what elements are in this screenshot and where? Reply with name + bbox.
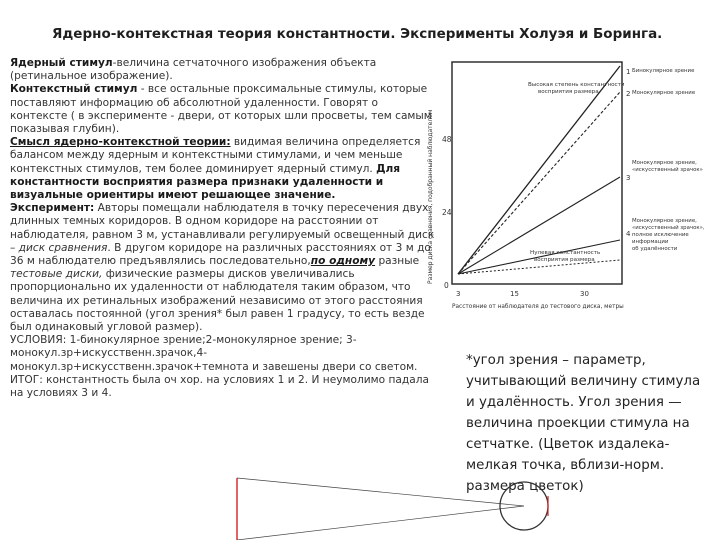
paragraph-theory-meaning [10, 136, 438, 202]
experiment-italic-comparison-disk: диск сравнения [18, 241, 108, 254]
paragraph-conditions: УСЛОВИЯ: 1-бинокулярное зрение;2-монокулярное зрение; 3-монокул.зр+искусственн.зрачок,4-монокул.зр+искусственн.зрачок+темнота и завешены двери со светом. [10, 334, 418, 373]
legend-1: Бинокулярное зрение [632, 68, 695, 74]
footnote-visual-angle: *угол зрения – параметр, учитывающий величину стимула и удалённость. Угол зрения — величина проекции стимула на сетчатке. (Цветок издалека-мелкая точка, вблизи-норм. размера цветок) [466, 353, 701, 494]
x-tick-15: 15 [510, 290, 519, 298]
paragraph-nuclear-stimulus [10, 57, 438, 83]
legend-2: Монокулярное зрение [632, 90, 696, 96]
line-label-1: 1 [626, 68, 631, 76]
line-2-monocular [458, 92, 620, 274]
experiment-one-by-one: по одному [310, 255, 376, 268]
slide-title: Ядерно-контекстная теория константности. Эксперименты Холуэя и Боринга. [52, 26, 663, 42]
y-tick-0: 0 [444, 281, 449, 290]
line-label-4: 4 [626, 230, 631, 238]
term-nuclear-stimulus: Ядерный стимул [10, 57, 113, 69]
term-context-stimulus: Контекстный стимул [10, 83, 138, 96]
visual-angle-diagram [224, 466, 564, 540]
term-experiment: Эксперимент: [10, 202, 95, 215]
experiment-text-c: разные [375, 255, 420, 268]
experiment-text-b: . В другом коридоре на различных расстояниях от 3 м до 36 м наблюдателю предъявлялись последовательно, [10, 241, 431, 268]
ray-top [237, 478, 524, 506]
y-tick-48: 48 [442, 135, 452, 144]
line-label-2: 2 [626, 90, 631, 98]
ray-bottom [237, 506, 524, 540]
constancy-graph [420, 52, 716, 324]
y-axis-label: Размер диска сравнения, подобранный наблюдателем [427, 109, 434, 284]
annotation-high-constancy: Высокая степень константности восприятия размера [528, 82, 625, 95]
main-text-block [10, 57, 438, 400]
y-tick-24: 24 [442, 208, 452, 217]
experiment-italic-test-disks: тестовые диски, [10, 268, 103, 281]
line-label-3: 3 [626, 174, 631, 182]
annotation-zero-constancy: Нулевая константность восприятия размера [530, 250, 601, 263]
definition-theory-meaning: видимая величина определяется балансом между ядерным и контекстными стимулами, и чем меньше контекстных стимулов, тем более доминирует ядерный стимул. [10, 136, 421, 175]
legend-4: Монокулярное зрение, «искусственный зрачок», полное исключение информации об удалённости [632, 218, 705, 252]
definition-nuclear-stimulus: -величина сетчаточного изображения объекта (ретинальное изображение). [10, 57, 377, 83]
legend-3: Монокулярное зрение, «искусственный зрачок» [632, 160, 703, 173]
experiment-text-d: физические размеры дисков увеличивались пропорционально их удаленности от наблюдателя таким образом, что величина их ретинальных изображений независимо от этого расстояния оставалась постоянной (угол зрения* был равен 1 градусу, то есть везде был одинаковый угловой размер). [10, 268, 425, 334]
theory-conclusion: Для константности восприятия размера признаки удаленности и визуальные ориентиры имеют решающее значение. [10, 162, 401, 202]
definition-context-stimulus: - все остальные проксимальные стимулы, которые поставляют информацию об абсолютной удаленности. Говорят о контексте ( в эксперименте - двери, от которых шли просветы, тем самым показывая глубин). [10, 83, 432, 136]
term-theory-meaning: Смысл ядерно-контекстной теории: [10, 136, 231, 149]
experiment-text-a: Авторы помещали наблюдателя в точку пересечения двух длинных темных коридоров. В одном коридоре на расстоянии от наблюдателя, равном 3 м, устанавливали регулируемый освещенный диск – [10, 202, 435, 254]
line-1-binocular [458, 66, 620, 274]
paragraph-experiment [10, 202, 438, 334]
paragraph-context-stimulus [10, 83, 438, 136]
paragraph-result: ИТОГ: константность была оч хор. на условиях 1 и 2. И неумолимо падала на условиях 3 и 4. [10, 373, 429, 400]
x-tick-30: 30 [580, 290, 589, 298]
x-axis-label: Расстояние от наблюдателя до тестового диска, метры [452, 304, 624, 310]
x-tick-3: 3 [456, 290, 461, 298]
